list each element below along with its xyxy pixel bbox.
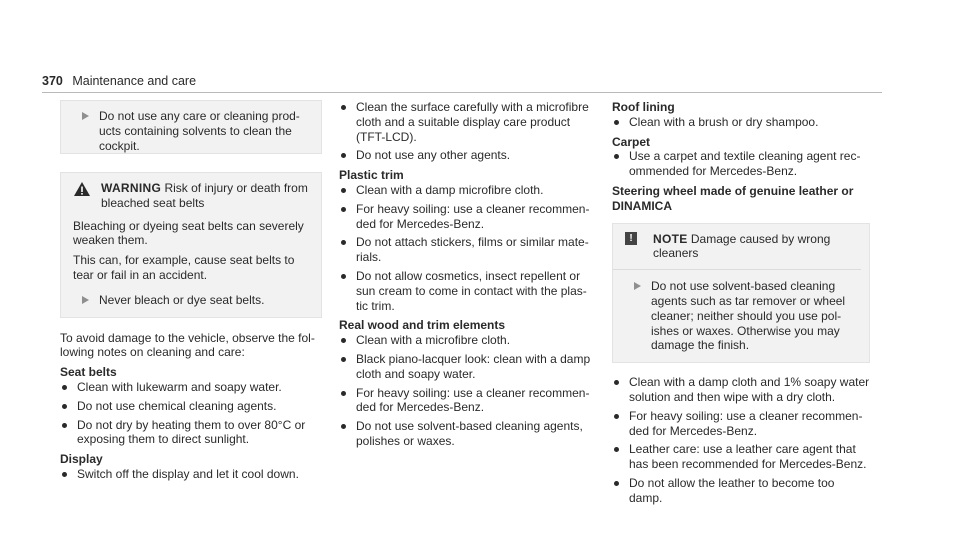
real-wood-heading: Real wood and trim elements [339,318,506,333]
seat-belts-list [60,380,322,447]
bullet-icon [341,424,346,429]
warning-action-text: Never bleach or dye seat belts. [99,292,265,307]
bullet-icon [341,105,346,110]
warning-title: Risk of injury or death from bleached seat belts [101,181,308,210]
real-wood-list [339,333,599,449]
section-title: Maintenance and care [72,74,197,88]
header-rule [42,92,882,93]
warning-header [61,181,313,211]
intro-text: To avoid damage to the vehicle, observe the fol- lowing notes on cleaning and care: [60,330,315,360]
bullet-icon [341,274,346,279]
steering-list [612,375,870,505]
list-item: Clean with a damp cloth and 1% soapy water solution and then wipe with a dry cloth. [612,375,870,405]
list-item: Clean the surface carefully with a microfibre cloth and a suitable display care product (TFT-LCD). [339,100,599,144]
column-3 [612,100,870,510]
page-number: 370 [42,74,63,88]
bullet-icon [614,154,619,159]
list-item: Do not dry by heating them to over 80°C or exposing them to direct sunlight. [60,418,322,448]
steering-heading: Steering wheel made of genuine leather or DINAMICA [612,183,854,213]
carpet-heading: Carpet [612,134,651,149]
warning-para-2: This can, for example, cause seat belts to tear or fail in an accident. [73,253,295,282]
list-item: For heavy soiling: use a cleaner recommen- ded for Mercedes-Benz. [339,386,599,416]
warning-keyword: WARNING [101,181,162,195]
list-item: For heavy soiling: use a cleaner recommen- ded for Mercedes-Benz. [612,409,870,439]
warning-action [61,293,313,308]
list-item: Switch off the display and let it cool down. [60,467,322,482]
display-list [60,467,322,482]
note-box [612,223,870,364]
bullet-icon [62,404,67,409]
bullet-icon [614,120,619,125]
note-keyword: NOTE [653,231,688,246]
bullet-icon [614,481,619,486]
warning-para-1: Bleaching or dyeing seat belts can severely weaken them. [73,218,304,248]
bullet-icon [341,357,346,362]
plastic-trim-heading: Plastic trim [339,168,404,183]
bullet-icon [614,447,619,452]
roof-lining-list [612,115,870,130]
warning-box [60,172,322,318]
bullet-icon [62,423,67,428]
column-1 [60,100,322,486]
bullet-icon [341,207,346,212]
bullet-icon [341,240,346,245]
bullet-icon [62,385,67,390]
action-item [61,109,313,153]
display-list-cont [339,100,599,163]
list-item: Clean with a damp microfibre cloth. [339,183,599,198]
notice-exclamation-icon: ! [625,232,637,245]
bullet-icon [62,472,67,477]
column-2 [339,100,599,453]
list-item: Clean with a brush or dry shampoo. [612,115,870,130]
bullet-icon [341,338,346,343]
list-item: Use a carpet and textile cleaning agent rec- ommended for Mercedes-Benz. [612,149,870,179]
list-item: Do not allow cosmetics, insect repellent or sun cream to come in contact with the plas- tic trim. [339,269,599,313]
note-divider [613,269,861,270]
bullet-icon [614,380,619,385]
roof-lining-heading: Roof lining [612,100,675,114]
note-title: Damage caused by wrong cleaners [653,231,831,261]
note-action-text: Do not use solvent-based cleaning agents such as tar remover or wheel cleaner; neither should you use pol- ishes or waxes. Otherwise you may damage the finish. [651,279,846,353]
action-triangle-icon [634,282,641,290]
bullet-icon [341,188,346,193]
list-item: Clean with lukewarm and soapy water. [60,380,322,395]
list-item: Leather care: use a leather care agent that has been recommended for Mercedes-Benz. [612,442,870,472]
plastic-trim-list [339,183,599,313]
list-item: Do not use any other agents. [339,148,599,163]
action-triangle-icon [82,112,89,120]
note-action [613,279,861,353]
list-item: Do not attach stickers, films or similar mate- rials. [339,235,599,265]
list-item: For heavy soiling: use a cleaner recommen- ded for Mercedes-Benz. [339,202,599,232]
display-heading: Display [60,452,103,467]
page-header [42,74,196,88]
list-item: Clean with a microfibre cloth. [339,333,599,348]
list-item: Do not allow the leather to become too damp. [612,476,870,506]
action-triangle-icon [82,296,89,304]
list-item: Do not use chemical cleaning agents. [60,399,322,414]
list-item: Do not use solvent-based cleaning agents, polishes or waxes. [339,419,599,449]
list-item: Black piano-lacquer look: clean with a damp cloth and soapy water. [339,352,599,382]
note-header [613,232,861,262]
seat-belts-heading: Seat belts [60,365,117,380]
bullet-icon [614,414,619,419]
action-box [60,100,322,154]
warning-triangle-icon [73,181,91,197]
bullet-icon [341,391,346,396]
action-text: Do not use any care or cleaning prod- ucts containing solvents to clean the cockpit. [99,109,300,153]
carpet-list [612,149,870,179]
bullet-icon [341,153,346,158]
